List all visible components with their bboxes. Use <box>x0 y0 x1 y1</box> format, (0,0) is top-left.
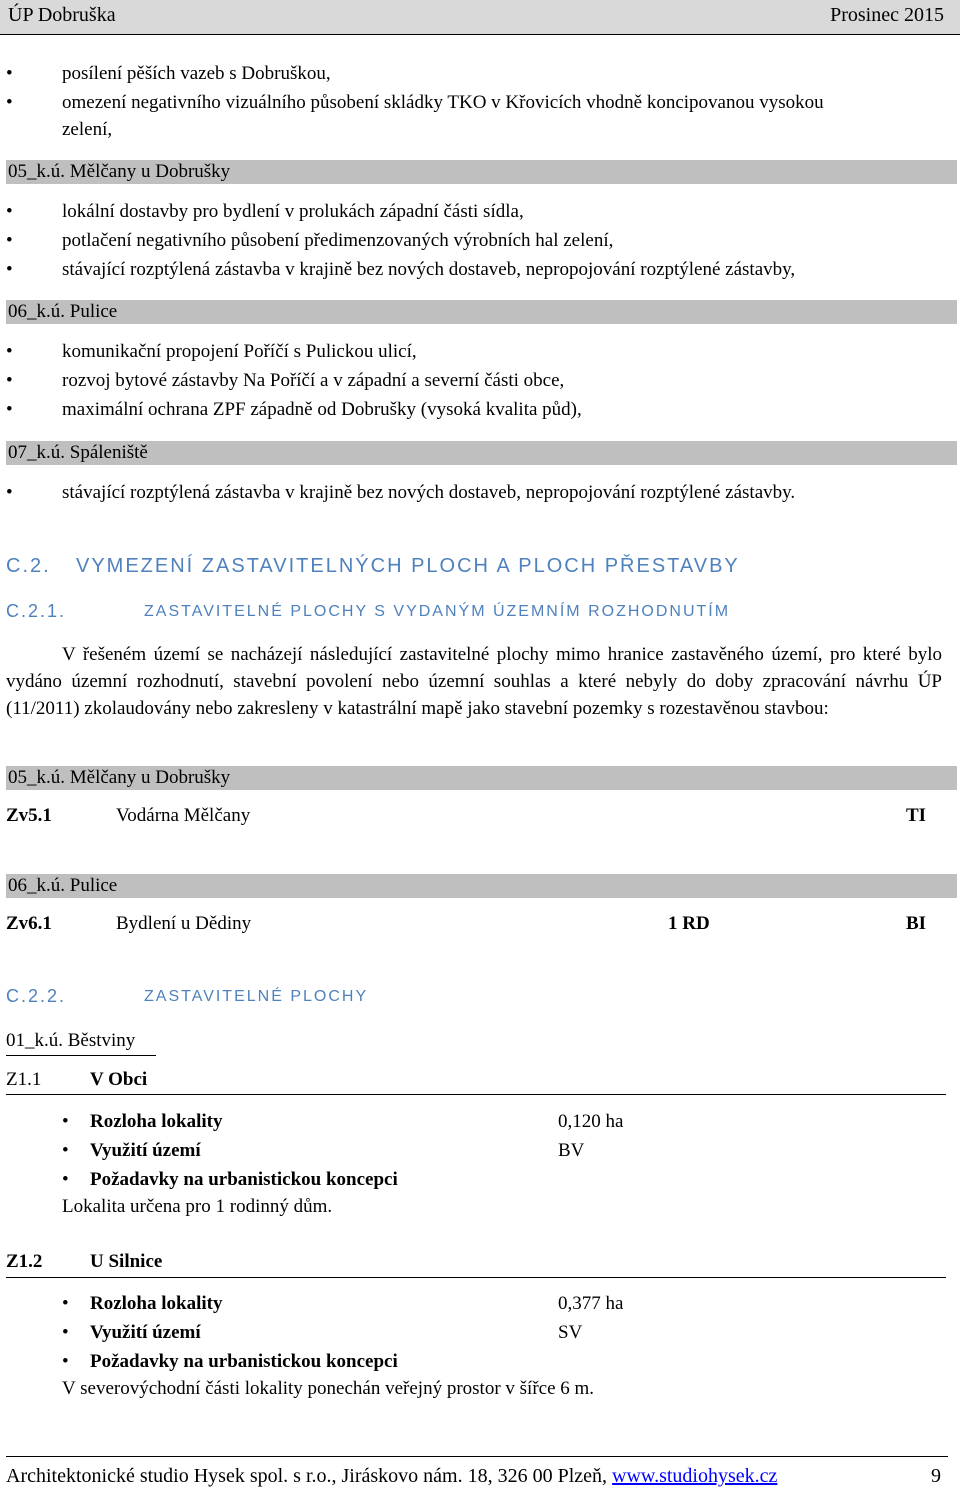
subsection-number: C.2.1. <box>6 601 67 621</box>
plot-name: V Obci <box>90 1069 148 1090</box>
plot-type: BI <box>906 913 927 934</box>
section-band: 05_k.ú. Mělčany u Dobrušky <box>6 160 957 184</box>
section-band: 05_k.ú. Mělčany u Dobrušky <box>6 766 957 790</box>
page-header <box>0 0 960 35</box>
footer <box>6 1465 777 1488</box>
plot-code: Z1.1 <box>6 1069 42 1090</box>
plot-name: Bydlení u Dědiny <box>116 913 252 934</box>
section-band: 07_k.ú. Spáleniště <box>6 441 957 465</box>
paragraph: V řešeném území se nacházejí následující zastavitelné plochy mimo hranice zastavěného území, pro které bylo vydáno územní rozhodnutí, stavební povolení nebo územní souhlas a které nebyly do doby zpracování návrhu ÚP (11/2011) zkolaudovány nebo zakresleny v katastrální mapě jako stavební pozemky s rozestavěnou stavbou: <box>6 644 942 719</box>
header-title: ÚP Dobruška <box>8 4 116 26</box>
subsection-title: ZASTAVITELNÉ PLOCHY S VYDANÝM ÚZEMNÍM ROZHODNUTÍM <box>144 603 731 620</box>
plot-name: U Silnice <box>90 1251 163 1272</box>
plot-code: Zv5.1 <box>6 805 52 826</box>
page-number: 9 <box>931 1465 941 1487</box>
plot-name: Vodárna Mělčany <box>116 805 251 826</box>
list-item-continuation: zelení, <box>62 119 113 140</box>
footer-address: Architektonické studio Hysek spol. s r.o., Jiráskovo nám. 18, 326 00 Plzeň, <box>6 1465 608 1487</box>
plot-type: TI <box>906 805 927 826</box>
plot-code: Z1.2 <box>6 1251 43 1272</box>
subsection-number: C.2.2. <box>6 986 67 1006</box>
plot-note: Lokalita určena pro 1 rodinný dům. <box>62 1196 333 1217</box>
plot-separator <box>6 1277 946 1278</box>
section-title: VYMEZENÍ ZASTAVITELNÝCH PLOCH A PLOCH PŘESTAVBY <box>76 555 740 577</box>
footer-website-link[interactable]: www.studiohysek.cz <box>612 1465 778 1487</box>
plot-code: Zv6.1 <box>6 913 52 934</box>
area-label: 01_k.ú. Běstviny <box>6 1030 136 1051</box>
footer-rule <box>6 1456 948 1457</box>
subsection-title: ZASTAVITELNÉ PLOCHY <box>144 988 369 1005</box>
header-date: Prosinec 2015 <box>830 4 944 26</box>
plot-note: V severovýchodní části lokality ponechán veřejný prostor v šířce 6 m. <box>62 1378 595 1399</box>
section-band: 06_k.ú. Pulice <box>6 874 957 898</box>
section-number: C.2. <box>6 555 51 577</box>
plot-count: 1 RD <box>668 913 710 934</box>
plot-separator <box>6 1094 946 1095</box>
area-label-underline <box>6 1055 156 1056</box>
section-band: 06_k.ú. Pulice <box>6 300 957 324</box>
